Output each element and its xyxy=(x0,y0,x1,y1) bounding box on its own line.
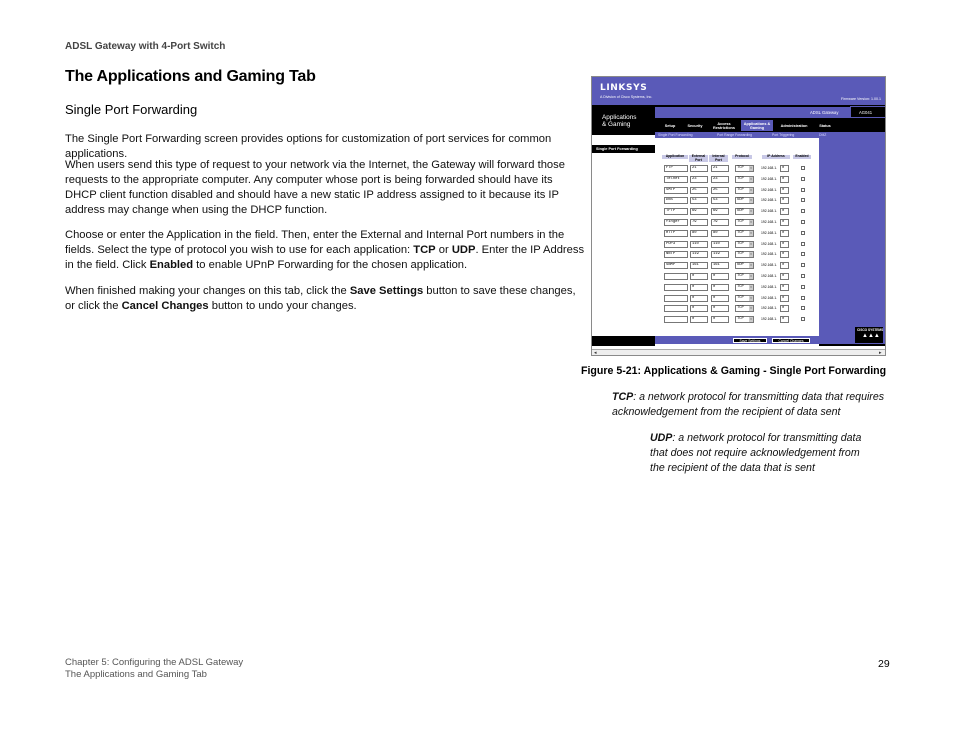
external-port-field[interactable]: 25 xyxy=(690,187,708,194)
ip-prefix: 192.168.1. xyxy=(761,295,778,300)
subtab-port-triggering[interactable]: Port Triggering xyxy=(772,133,795,137)
protocol-value: TCP xyxy=(737,230,744,235)
application-field[interactable] xyxy=(664,316,688,323)
footer-strip xyxy=(819,344,886,346)
definition-text: : a network protocol for transmitting data that requires acknowledgement from the recipient of data sent xyxy=(612,391,885,418)
text-run: button to undo your changes. xyxy=(208,300,357,312)
internal-port-field[interactable]: 80 xyxy=(711,230,729,237)
protocol-select[interactable] xyxy=(735,176,754,183)
table-row xyxy=(664,230,814,238)
ip-prefix: 192.168.1. xyxy=(761,209,778,214)
ip-octet-field[interactable]: 0 xyxy=(780,230,789,237)
footer-strip xyxy=(592,336,655,346)
chevron-down-icon: ▾ xyxy=(750,318,752,322)
footer-chapter xyxy=(65,657,243,681)
table-row xyxy=(664,241,814,249)
col-application: Application xyxy=(662,155,688,159)
chevron-down-icon: ▾ xyxy=(750,231,752,235)
protocol-select[interactable] xyxy=(735,284,754,291)
protocol-value: TCP xyxy=(737,241,744,246)
protocol-select[interactable] xyxy=(735,273,754,280)
model-number: AG041 xyxy=(859,110,873,115)
term-cancel-changes: Cancel Changes xyxy=(121,300,209,312)
text-run: When finished making your changes on this tab, click the xyxy=(65,285,350,297)
firmware-version: Firmware Version: 1.00.1 xyxy=(841,97,881,101)
chevron-down-icon: ▾ xyxy=(750,253,752,257)
protocol-value: TCP xyxy=(737,166,744,170)
protocol-value: TCP xyxy=(737,306,744,311)
ip-octet-field[interactable]: 0 xyxy=(780,305,789,312)
enabled-checkbox[interactable] xyxy=(801,188,805,192)
ip-prefix: 192.168.1. xyxy=(761,274,778,278)
protocol-value: TCP xyxy=(737,284,744,289)
protocol-value: TCP xyxy=(737,187,744,192)
col-internal-port: Internal Port xyxy=(709,155,728,162)
model-name: ADSL Gateway xyxy=(810,110,839,115)
ip-octet-field[interactable]: 0 xyxy=(780,176,789,183)
internal-port-field[interactable]: 0 xyxy=(711,316,729,323)
application-field[interactable] xyxy=(664,295,688,302)
protocol-value: TCP xyxy=(737,317,744,322)
section-subtitle: Single Port Forwarding xyxy=(65,102,198,117)
definition-tcp xyxy=(612,390,892,420)
protocol-value: UDP xyxy=(737,263,744,268)
text-run: button to save these changes, or click the xyxy=(65,285,576,312)
text-run: or xyxy=(435,244,452,256)
protocol-select[interactable] xyxy=(735,251,754,258)
internal-port-field[interactable]: 110 xyxy=(711,241,729,248)
left-panel xyxy=(592,138,655,344)
protocol-select[interactable] xyxy=(735,187,754,194)
ip-prefix: 192.168.1. xyxy=(761,241,778,246)
text-run: Choose or enter the Application in the field. Then, enter the External and Internal Port numbers in the fields. Select the type of protocol you wish to use for each application: xyxy=(65,229,565,256)
ip-prefix: 192.168.1. xyxy=(761,317,778,322)
application-field[interactable]: NNTP xyxy=(664,251,688,258)
chevron-down-icon: ▾ xyxy=(750,167,752,170)
col-protocol: Protocol xyxy=(732,155,752,159)
application-field[interactable] xyxy=(664,273,688,280)
internal-port-field[interactable]: 161 xyxy=(711,262,729,269)
ip-prefix: 192.168.1. xyxy=(761,198,778,203)
internal-port-field[interactable]: 69 xyxy=(711,208,729,215)
enabled-checkbox[interactable] xyxy=(801,263,805,267)
table-row xyxy=(664,208,814,216)
cancel-changes-button[interactable]: Cancel Changes xyxy=(772,338,810,343)
paragraph-request: When users send this type of request to your network via the Internet, the Gateway will forward those requests to the appropriate computer. Any computer whose port is being forwarded should have its DHCP client function disabled and should have a new static IP address assigned to it because its IP address may change when using the DHCP function. xyxy=(65,159,565,216)
table-row xyxy=(664,284,814,292)
col-external-port: External Port xyxy=(689,155,708,162)
figure-caption: Figure 5-21: Applications & Gaming - Single Port Forwarding xyxy=(581,365,887,377)
linksys-logo: LINKSYS xyxy=(600,83,648,93)
ip-octet-field[interactable]: 0 xyxy=(780,165,789,172)
application-field[interactable]: FTP xyxy=(664,165,688,172)
chevron-down-icon: ▾ xyxy=(750,188,752,192)
application-field[interactable] xyxy=(664,284,688,291)
chevron-down-icon: ▾ xyxy=(750,221,752,224)
term-enabled: Enabled xyxy=(149,259,194,271)
term-udp: UDP xyxy=(451,244,476,256)
right-panel xyxy=(819,138,886,344)
table-row xyxy=(664,305,814,313)
tab-applications-gaming[interactable]: Applications & Gaming xyxy=(741,120,773,131)
table-row xyxy=(664,219,814,227)
table-row xyxy=(664,262,814,270)
chevron-down-icon: ▾ xyxy=(750,242,752,246)
internal-port-field[interactable]: 53 xyxy=(711,197,729,204)
running-header: ADSL Gateway with 4-Port Switch xyxy=(65,41,226,52)
chevron-down-icon: ▾ xyxy=(750,275,752,278)
ip-prefix: 192.168.1. xyxy=(761,176,778,181)
ip-prefix: 192.168.1. xyxy=(761,284,778,289)
footer-section-line: The Applications and Gaming Tab xyxy=(65,669,207,680)
page-label-line2: & Gaming xyxy=(602,121,631,128)
definition-text: : a network protocol for transmitting data that does not require acknowledgement from the recipient of the data that is sent xyxy=(650,432,862,474)
table-row xyxy=(664,187,814,195)
protocol-value: TCP xyxy=(737,274,744,278)
protocol-select[interactable] xyxy=(735,230,754,237)
external-port-field[interactable]: 119 xyxy=(690,251,708,258)
enabled-checkbox[interactable] xyxy=(801,296,805,300)
tab-administration[interactable]: Administration xyxy=(780,123,808,128)
paragraph-finish xyxy=(65,284,585,314)
ip-prefix: 192.168.1. xyxy=(761,220,778,224)
enabled-checkbox[interactable] xyxy=(801,274,805,278)
figure-screenshot xyxy=(591,76,886,356)
section-title: The Applications and Gaming Tab xyxy=(65,68,316,85)
ip-prefix: 192.168.1. xyxy=(761,252,778,257)
protocol-value: UDP xyxy=(737,198,744,203)
cisco-wordmark: CISCO SYSTEMS xyxy=(857,328,884,332)
internal-port-field[interactable]: 0 xyxy=(711,273,729,280)
tab-security[interactable]: Security xyxy=(687,123,703,128)
term-tcp: TCP xyxy=(413,244,436,256)
internal-port-field[interactable]: 25 xyxy=(711,187,729,194)
enabled-checkbox[interactable] xyxy=(801,242,805,246)
protocol-select[interactable] xyxy=(735,295,754,302)
internal-port-field[interactable]: 79 xyxy=(711,219,729,226)
internal-port-field[interactable]: 0 xyxy=(711,305,729,312)
external-port-field[interactable]: 69 xyxy=(690,208,708,215)
page-label xyxy=(602,114,636,128)
table-row xyxy=(664,295,814,303)
protocol-select[interactable] xyxy=(735,241,754,248)
external-port-field[interactable]: 53 xyxy=(690,197,708,204)
external-port-field[interactable]: 161 xyxy=(690,262,708,269)
chevron-down-icon: ▾ xyxy=(750,177,752,181)
col-ip-address: IP Address xyxy=(762,155,790,159)
chevron-down-icon: ▾ xyxy=(750,199,752,203)
paragraph-intro: The Single Port Forwarding screen provides options for customization of port services for common applications. xyxy=(65,133,552,160)
enabled-checkbox[interactable] xyxy=(801,209,805,213)
ip-octet-field[interactable]: 0 xyxy=(780,295,789,302)
external-port-field[interactable]: 80 xyxy=(690,230,708,237)
protocol-value: TCP xyxy=(737,295,744,300)
tab-access-restrictions[interactable]: Access Restrictions xyxy=(713,121,735,130)
application-field[interactable]: SMTP xyxy=(664,187,688,194)
protocol-select[interactable] xyxy=(735,262,754,269)
application-field[interactable]: POP3 xyxy=(664,241,688,248)
chevron-down-icon: ▾ xyxy=(750,264,752,268)
protocol-select[interactable] xyxy=(735,219,754,226)
page-number: 29 xyxy=(878,658,890,670)
scroll-left-arrow-icon[interactable]: ◂ xyxy=(594,350,597,356)
definition-udp xyxy=(650,431,870,476)
ip-octet-field[interactable]: 0 xyxy=(780,208,789,215)
external-port-field[interactable]: 79 xyxy=(690,219,708,226)
paragraph-choose xyxy=(65,228,585,273)
chevron-down-icon: ▾ xyxy=(750,210,752,214)
tab-status[interactable]: Status xyxy=(819,123,831,128)
table-row xyxy=(664,273,814,281)
page-label-line1: Applications xyxy=(602,114,637,121)
internal-port-field[interactable]: 0 xyxy=(711,295,729,302)
col-enabled: Enabled xyxy=(793,155,811,159)
internal-port-field[interactable]: 23 xyxy=(711,176,729,183)
definition-term: UDP xyxy=(650,432,673,444)
ip-prefix: 192.168.1. xyxy=(761,306,778,311)
ip-octet-field[interactable]: 0 xyxy=(780,316,789,323)
protocol-select[interactable] xyxy=(735,197,754,204)
enabled-checkbox[interactable] xyxy=(801,285,805,289)
scroll-right-arrow-icon[interactable]: ▸ xyxy=(879,350,882,356)
application-field[interactable]: TFTP xyxy=(664,208,688,215)
footer-chapter-line: Chapter 5: Configuring the ADSL Gateway xyxy=(65,657,244,668)
term-save-settings: Save Settings xyxy=(349,285,424,297)
protocol-select[interactable] xyxy=(735,316,754,323)
protocol-value: UDP xyxy=(737,209,744,214)
ip-prefix: 192.168.1. xyxy=(761,187,778,192)
subtab-port-range[interactable]: Port Range Forwarding xyxy=(717,133,753,137)
ip-prefix: 192.168.1. xyxy=(761,230,778,235)
enabled-checkbox[interactable] xyxy=(801,198,805,202)
external-port-field[interactable]: 0 xyxy=(690,273,708,280)
external-port-field[interactable]: 0 xyxy=(690,284,708,291)
subtab-dmz[interactable]: DMZ xyxy=(819,133,827,137)
application-field[interactable]: SNMP xyxy=(664,262,688,269)
application-field[interactable] xyxy=(664,305,688,312)
enabled-checkbox[interactable] xyxy=(801,252,805,256)
subtab-single-port[interactable]: Single Port Forwarding xyxy=(658,133,693,137)
table-row xyxy=(664,251,814,259)
enabled-checkbox[interactable] xyxy=(801,306,805,310)
internal-port-field[interactable]: 119 xyxy=(711,251,729,258)
ip-octet-field[interactable]: 0 xyxy=(780,219,789,226)
external-port-field[interactable]: 23 xyxy=(690,176,708,183)
definition-term: TCP xyxy=(612,391,634,403)
save-settings-button[interactable]: Save Settings xyxy=(733,338,767,343)
chevron-down-icon: ▾ xyxy=(750,307,752,311)
ip-octet-field[interactable]: 0 xyxy=(780,251,789,258)
text-run: to enable UPnP Forwarding for the chosen application. xyxy=(193,259,468,271)
enabled-checkbox[interactable] xyxy=(801,177,805,181)
protocol-value: TCP xyxy=(737,252,744,257)
ip-octet-field[interactable]: 0 xyxy=(780,284,789,291)
main-tabs xyxy=(655,120,886,131)
protocol-value: TCP xyxy=(737,220,744,224)
tab-setup[interactable]: Setup xyxy=(664,123,676,128)
panel-heading: Single Port Forwarding xyxy=(592,145,655,153)
ip-octet-field[interactable]: 0 xyxy=(780,197,789,204)
enabled-checkbox[interactable] xyxy=(801,220,805,224)
text-run: . Enter the IP Address in the field. Click xyxy=(65,244,585,271)
enabled-checkbox[interactable] xyxy=(801,166,805,170)
application-field[interactable]: DNS xyxy=(664,197,688,204)
table-row xyxy=(664,165,814,173)
external-port-field[interactable]: 0 xyxy=(690,316,708,323)
ip-prefix: 192.168.1. xyxy=(761,263,778,268)
enabled-checkbox[interactable] xyxy=(801,317,805,321)
chevron-down-icon: ▾ xyxy=(750,296,752,300)
logo-subtitle: A Division of Cisco Systems, Inc. xyxy=(600,95,653,99)
cisco-bridge-icon: ▲▲▲ xyxy=(862,333,880,339)
chevron-down-icon: ▾ xyxy=(750,285,752,289)
protocol-select[interactable] xyxy=(735,208,754,215)
application-field[interactable]: Telnet xyxy=(664,176,688,183)
enabled-checkbox[interactable] xyxy=(801,231,805,235)
ip-octet-field[interactable]: 0 xyxy=(780,187,789,194)
protocol-select[interactable] xyxy=(735,305,754,312)
external-port-field[interactable]: 0 xyxy=(690,295,708,302)
table-row xyxy=(664,197,814,205)
external-port-field[interactable]: 110 xyxy=(690,241,708,248)
protocol-select[interactable] xyxy=(735,165,754,172)
table-row xyxy=(664,316,814,324)
ip-octet-field[interactable]: 0 xyxy=(780,262,789,269)
ip-octet-field[interactable]: 0 xyxy=(780,273,789,280)
external-port-field[interactable]: 0 xyxy=(690,305,708,312)
ip-prefix: 192.168.1. xyxy=(761,166,778,170)
external-port-field[interactable]: 21 xyxy=(690,165,708,172)
internal-port-field[interactable]: 21 xyxy=(711,165,729,172)
application-field[interactable]: HTTP xyxy=(664,230,688,237)
internal-port-field[interactable]: 0 xyxy=(711,284,729,291)
horizontal-scrollbar[interactable] xyxy=(592,349,886,356)
application-field[interactable]: finger xyxy=(664,219,688,226)
ip-octet-field[interactable]: 0 xyxy=(780,241,789,248)
protocol-value: TCP xyxy=(737,176,744,181)
table-row xyxy=(664,176,814,184)
